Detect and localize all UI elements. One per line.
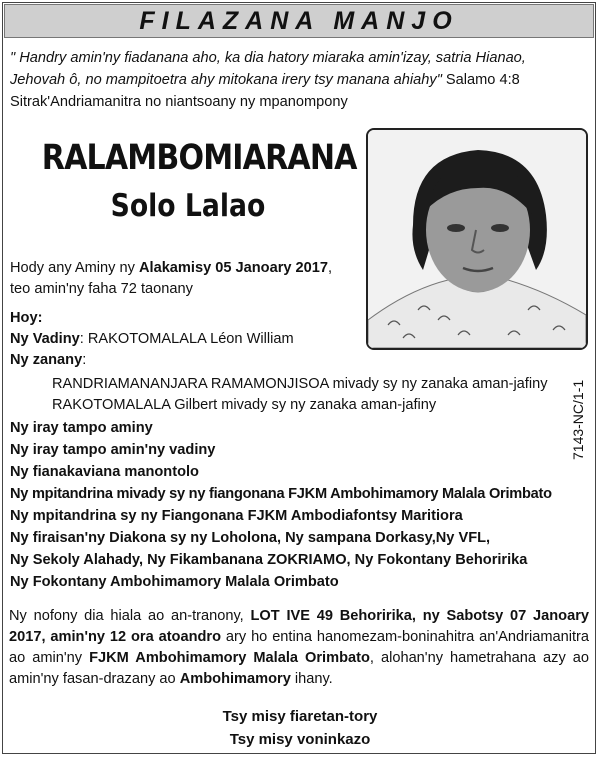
death-line-1 bbox=[10, 258, 332, 279]
funeral-text-3: , alohan'ny hametrahana azy ao amin'ny fasan-drazany ao bbox=[9, 650, 589, 687]
funeral-paragraph bbox=[9, 606, 589, 690]
funeral-location-time: LOT IVE 49 Behoririka, ny Sabotsy 07 Janoary 2017, amin'ny 12 ora atoandro bbox=[9, 608, 589, 645]
family-line-5: Ny mpitandrina sy ny Fiangonana FJKM Ambodiafontsy Maritiora bbox=[10, 508, 463, 524]
spouse-name: : RAKOTOMALALA Léon William bbox=[79, 331, 294, 347]
verse-reference: Salamo 4:8 bbox=[441, 72, 520, 88]
spouse-label: Ny Vadiny bbox=[10, 331, 80, 347]
closing-line-1: Tsy misy fiaretan-tory bbox=[222, 708, 378, 725]
family-line-4: Ny mpitandrina mivady sy ny fiangonana FJKM Ambohimamory Malala Orimbato bbox=[10, 486, 552, 502]
children-colon: : bbox=[82, 352, 87, 368]
death-date: Alakamisy 05 Janoary 2017 bbox=[138, 260, 329, 276]
funeral-text-1: Ny nofony dia hiala ao an-tranony, bbox=[9, 608, 251, 624]
children-heading bbox=[10, 350, 86, 371]
notice-title: FILAZANA MANJO bbox=[139, 7, 459, 35]
family-line-8: Ny Fokontany Ambohimamory Malala Orimbato bbox=[10, 574, 339, 590]
death-prefix: Hody any Aminy ny bbox=[10, 260, 139, 276]
child-1: RANDRIAMANANJARA RAMAMONJISOA mivady sy ny zanaka aman-jafiny bbox=[52, 376, 548, 392]
death-suffix: , bbox=[328, 260, 333, 276]
deceased-surname: RALAMBOMIARANA bbox=[41, 138, 357, 178]
child-2: RAKOTOMALALA Gilbert mivady sy ny zanaka aman-jafiny bbox=[52, 397, 437, 413]
family-line-3: Ny fianakaviana manontolo bbox=[10, 464, 199, 480]
closing-line-2: Tsy misy voninkazo bbox=[229, 731, 371, 748]
family-line-2: Ny iray tampo amin'ny vadiny bbox=[10, 442, 216, 458]
deceased-photo bbox=[366, 128, 588, 350]
verse-line-2 bbox=[10, 70, 520, 91]
children-label: Ny zanany bbox=[10, 352, 83, 368]
notice-header bbox=[4, 4, 594, 38]
funeral-burial-place: Ambohimamory bbox=[179, 671, 291, 687]
funeral-text-4: ihany. bbox=[290, 671, 333, 687]
verse-line-1: " Handry amin'ny fiadanana aho, ka dia hatory miaraka amin'izay, satria Hianao, bbox=[10, 50, 526, 66]
ad-reference-code: 7143-NC/1-1 bbox=[570, 379, 586, 460]
portrait-image bbox=[368, 130, 586, 348]
death-line-2: teo amin'ny faha 72 taonany bbox=[10, 281, 193, 297]
family-line-6: Ny firaisan'ny Diakona sy ny Loholona, Ny sampana Dorkasy,Ny VFL, bbox=[10, 530, 491, 546]
funeral-church: FJKM Ambohimamory Malala Orimbato bbox=[89, 650, 370, 666]
family-intro: Hoy: bbox=[10, 310, 43, 326]
verse-text: Jehovah ô, no mampitoetra ahy mitokana irery tsy manana ahiahy" bbox=[10, 72, 442, 88]
verse-line-3: Sitrak'Andriamanitra no niantsoany ny mpanompony bbox=[10, 94, 348, 110]
funeral-text-2: ary ho entina hanomezam-boninahitra an'Andriamanitra ao amin'ny bbox=[9, 629, 589, 666]
family-line-1: Ny iray tampo aminy bbox=[10, 420, 153, 436]
spouse-line bbox=[10, 329, 294, 350]
deceased-given-name: Solo Lalao bbox=[110, 188, 266, 224]
family-line-7: Ny Sekoly Alahady, Ny Fikambanana ZOKRIAMO, Ny Fokontany Behoririka bbox=[10, 552, 528, 568]
